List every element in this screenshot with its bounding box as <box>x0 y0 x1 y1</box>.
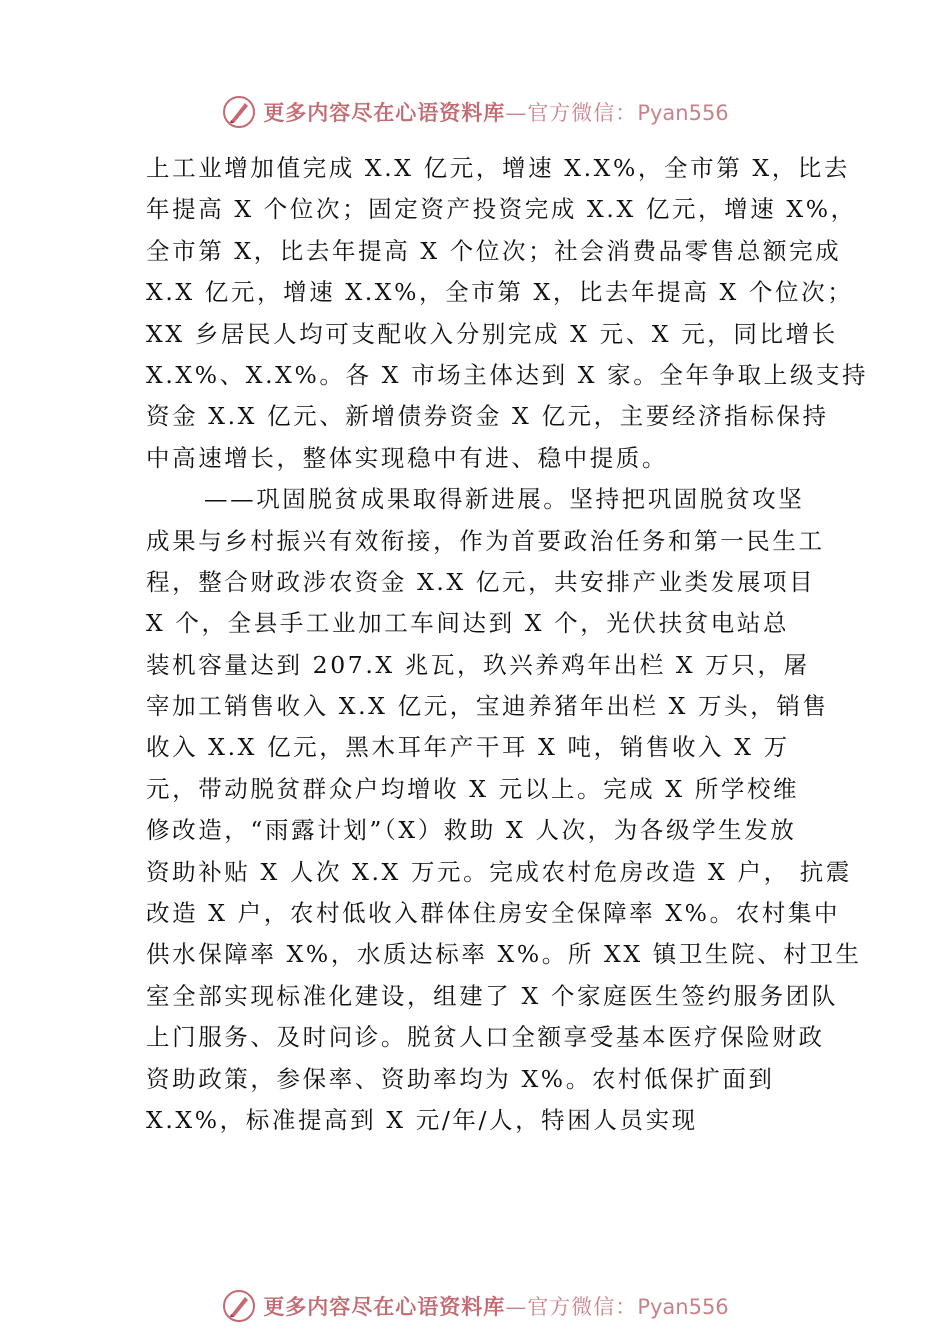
header-watermark-banner <box>0 94 950 130</box>
body-line: 资金 X.X 亿元、新增债券资金 X 亿元，主要经济指标保持 <box>146 402 829 431</box>
body-line: 资助政策，参保率、资助率均为 X%。农村低保扩面到 <box>146 1064 775 1093</box>
body-line: 宰加工销售收入 X.X 亿元，宝迪养猪年出栏 X 万头，销售 <box>146 692 829 721</box>
quill-seal-logo-icon <box>221 94 257 130</box>
body-line: 上工业增加值完成 X.X 亿元，增速 X.X%，全市第 X，比去 <box>146 154 850 182</box>
header-watermark-main: 更多内容尽在心语资料库 <box>263 100 506 125</box>
body-line: 中高速增长，整体实现稳中有进、稳中提质。 <box>146 443 668 472</box>
document-body <box>146 148 869 1141</box>
header-watermark-official: 官方微信： <box>527 101 638 125</box>
body-line: 改造 X 户，农村低收入群体住房安全保障率 X%。农村集中 <box>146 899 841 928</box>
body-line: 年提高 X 个位次；固定资产投资完成 X.X 亿元，增速 X%， <box>146 195 857 224</box>
body-line: 装机容量达到 207.X 兆瓦，玖兴养鸡年出栏 X 万只，屠 <box>146 650 810 679</box>
body-line: XX 乡居民人均可支配收入分别完成 X 元、X 元，同比增长 <box>146 319 838 348</box>
body-line: 成果与乡村振兴有效衔接，作为首要政治任务和第一民生工 <box>146 526 825 555</box>
header-watermark-id: Pyan556 <box>637 101 729 125</box>
footer-watermark-main: 更多内容尽在心语资料库 <box>263 1294 506 1319</box>
footer-watermark-banner <box>0 1288 950 1324</box>
body-line: 上门服务、及时问诊。脱贫人口全额享受基本医疗保险财政 <box>146 1023 825 1052</box>
body-line: 元，带动脱贫群众户均增收 X 元以上。完成 X 所学校维 <box>146 774 800 803</box>
body-line: X 个，全县手工业加工车间达到 X 个，光伏扶贫电站总 <box>146 609 790 638</box>
body-line: 室全部实现标准化建设，组建了 X 个家庭医生签约服务团队 <box>146 981 838 1010</box>
section-heading-line: ——巩固脱贫成果取得新进展。坚持把巩固脱贫攻坚 <box>204 485 805 514</box>
body-line: 程，整合财政涉农资金 X.X 亿元，共安排产业类发展项目 <box>146 567 816 596</box>
quill-seal-logo-icon <box>221 1288 257 1324</box>
body-line: 资助补贴 X 人次 X.X 万元。完成农村危房改造 X 户， 抗震 <box>146 857 852 886</box>
header-watermark-dash: — <box>505 101 528 125</box>
body-line: X.X 亿元，增速 X.X%，全市第 X，比去年提高 X 个位次； <box>146 278 854 307</box>
body-line: 收入 X.X 亿元，黑木耳年产干耳 X 吨，销售收入 X 万 <box>146 733 790 762</box>
body-line: X.X%、X.X%。各 X 市场主体达到 X 家。全年争取上级支持 <box>146 360 869 389</box>
body-line: 修改造，“雨露计划”（X）救助 X 人次，为各级学生发放 <box>146 816 797 845</box>
body-line: X.X%，标准提高到 X 元/年/人，特困人员实现 <box>146 1105 698 1134</box>
body-line: 供水保障率 X%，水质达标率 X%。所 XX 镇卫生院、村卫生 <box>146 940 862 969</box>
footer-watermark-official: 官方微信： <box>527 1295 638 1319</box>
header-watermark-text <box>263 97 728 127</box>
footer-watermark-id: Pyan556 <box>637 1295 729 1319</box>
body-line: 全市第 X，比去年提高 X 个位次；社会消费品零售总额完成 <box>146 236 842 265</box>
footer-watermark-dash: — <box>505 1295 528 1319</box>
footer-watermark-text <box>263 1291 728 1321</box>
